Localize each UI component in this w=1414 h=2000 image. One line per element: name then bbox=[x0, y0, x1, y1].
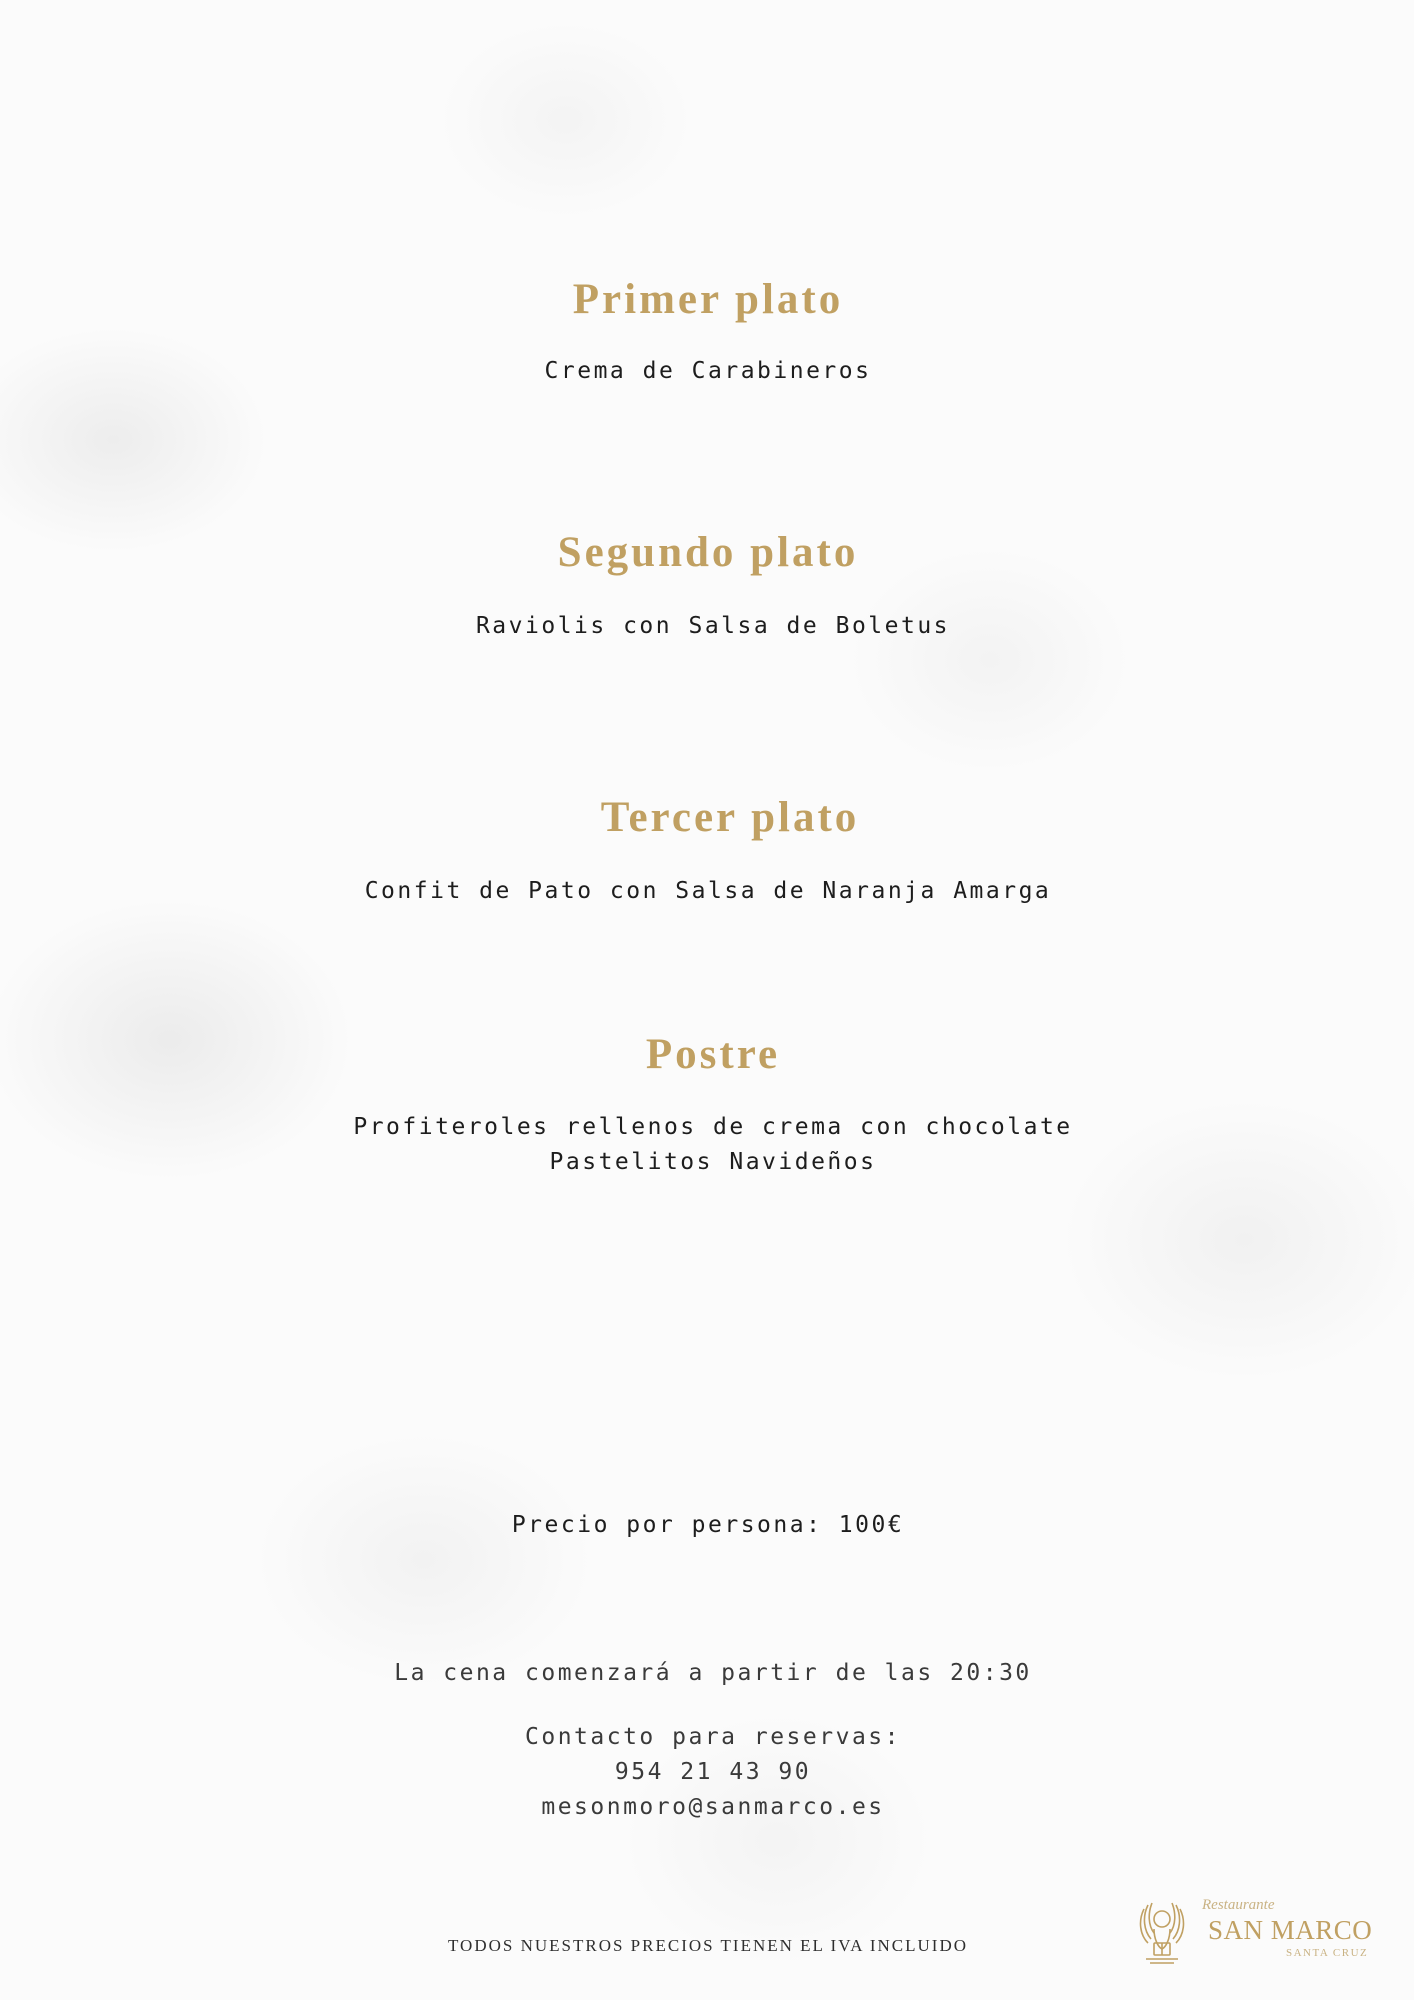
logo-name-text: SAN MARCO bbox=[1208, 1915, 1373, 1945]
tax-included-note: TODOS NUESTROS PRECIOS TIENEN EL IVA INCLUIDO bbox=[447, 1936, 969, 1955]
course-title-primer-plato: Primer plato bbox=[572, 276, 844, 323]
course-item-crema-carabineros: Crema de Carabineros bbox=[544, 358, 872, 384]
course-title-postre: Postre bbox=[645, 1031, 781, 1078]
course-item-raviolis: Raviolis con Salsa de Boletus bbox=[475, 613, 951, 639]
course-title-tercer-plato: Tercer plato bbox=[600, 794, 860, 841]
logo-script-text: Restaurante bbox=[1202, 1897, 1275, 1913]
dinner-start-time: La cena comenzará a partir de las 20:30 bbox=[394, 1660, 1032, 1686]
contact-label: Contacto para reservas: bbox=[525, 1724, 901, 1750]
course-title-segundo-plato: Segundo plato bbox=[557, 529, 859, 576]
course-item-confit-pato: Confit de Pato con Salsa de Naranja Amarga bbox=[364, 878, 1052, 904]
course-item-pastelitos: Pastelitos Navideños bbox=[549, 1149, 877, 1175]
course-item-profiteroles: Profiteroles rellenos de crema con chocolate bbox=[353, 1114, 1073, 1140]
restaurant-logo bbox=[1136, 1897, 1376, 1971]
contact-phone: 954 21 43 90 bbox=[614, 1759, 812, 1785]
price-per-person: Precio por persona: 100€ bbox=[511, 1512, 905, 1538]
winged-lion-icon bbox=[1136, 1899, 1188, 1965]
logo-sub-text: SANTA CRUZ bbox=[1286, 1947, 1369, 1959]
contact-email: mesonmoro@sanmarco.es bbox=[541, 1794, 885, 1820]
